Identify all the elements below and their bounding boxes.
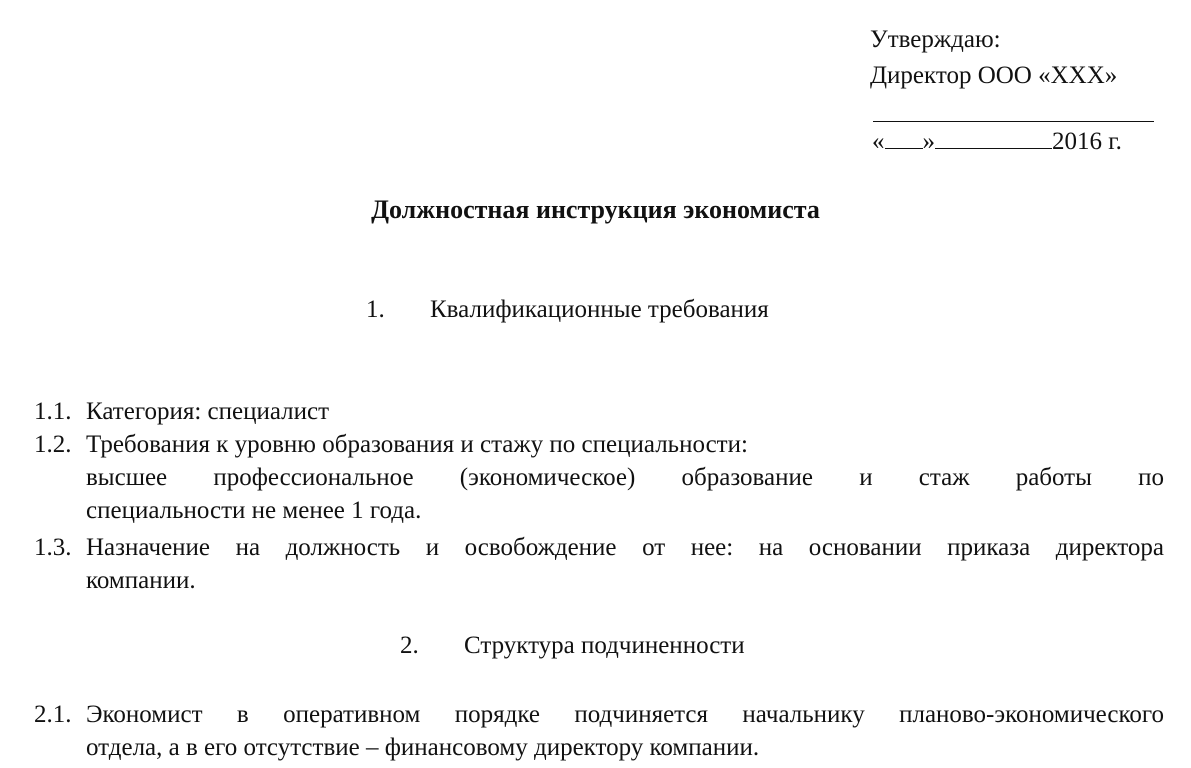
approval-director: Директор ООО «XXX» bbox=[870, 62, 1118, 89]
list-item-1-2 bbox=[34, 428, 1164, 528]
section-title: Квалификационные требования bbox=[430, 296, 769, 323]
date-year: 2016 г. bbox=[1052, 128, 1122, 155]
section-number: 2. bbox=[400, 632, 419, 659]
item-text: Категория: специалист bbox=[86, 398, 330, 425]
list-item-2-1 bbox=[34, 698, 1164, 768]
approval-block bbox=[870, 22, 1170, 94]
section-number: 1. bbox=[366, 296, 385, 323]
date-day-blank bbox=[885, 124, 923, 149]
item-number: 2.1. bbox=[34, 701, 72, 728]
item-text: Требования к уровню образования и стажу по специальности: bbox=[86, 431, 748, 458]
document-title: Должностная инструкция экономиста bbox=[371, 195, 820, 224]
date-quote-open: « bbox=[872, 128, 885, 155]
approval-date bbox=[872, 124, 1122, 160]
signature-line bbox=[873, 121, 1154, 122]
list-item-1-1 bbox=[34, 395, 1164, 429]
item-number: 1.2. bbox=[34, 431, 72, 458]
section-title: Структура подчиненности bbox=[464, 632, 745, 659]
item-text: Экономист в оперативном порядке подчиняется начальнику планово-экономического bbox=[86, 701, 1164, 728]
section-heading-1 bbox=[366, 292, 769, 328]
item-number: 1.3. bbox=[34, 534, 72, 561]
item-text-continuation: высшее профессиональное (экономическое) образование и стаж работы по bbox=[86, 464, 1164, 491]
item-text-continuation: отдела, а в его отсутствие – финансовому директору компании. bbox=[86, 734, 760, 761]
item-text-continuation: компании. bbox=[86, 567, 196, 594]
approval-label: Утверждаю: bbox=[870, 26, 1001, 53]
list-item-1-3 bbox=[34, 531, 1164, 601]
date-month-blank bbox=[935, 124, 1052, 149]
item-text-continuation: специальности не менее 1 года. bbox=[86, 497, 422, 524]
date-quote-close: » bbox=[922, 128, 935, 155]
item-text: Назначение на должность и освобождение от нее: на основании приказа директора bbox=[86, 534, 1164, 561]
section-heading-2 bbox=[400, 628, 745, 664]
item-number: 1.1. bbox=[34, 398, 72, 425]
